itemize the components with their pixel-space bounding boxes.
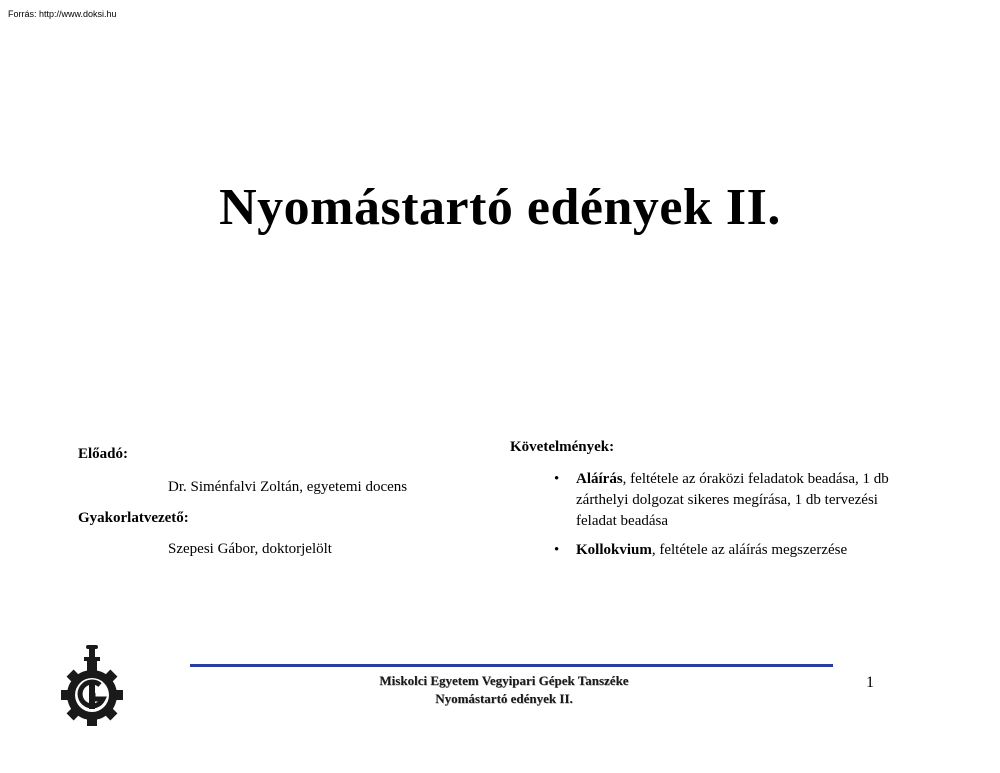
- bullet-icon: •: [554, 542, 560, 558]
- requirement-term: Kollokvium: [576, 542, 652, 558]
- lecturer-name: Dr. Siménfalvi Zoltán, egyetemi docens: [168, 479, 408, 495]
- requirement-item: [554, 469, 894, 532]
- footer-course: Nyomástartó edények II.: [435, 691, 573, 706]
- instructor-label: Gyakorlatvezető:: [78, 510, 189, 526]
- page-title: Nyomástartó edények II.: [219, 179, 781, 236]
- requirement-text: , feltétele az óraközi feladatok beadása, 1 db zárthelyi dolgozat sikeres megírása, 1 db tervezési feladat beadása: [576, 471, 889, 529]
- footer-institution: Miskolci Egyetem Vegyipari Gépek Tanszéke: [379, 673, 629, 688]
- requirement-item: [554, 540, 894, 561]
- requirement-term: Aláírás: [576, 471, 623, 487]
- page-number: 1: [866, 674, 874, 691]
- lecturer-label: Előadó:: [78, 446, 129, 462]
- source-note: Forrás: http://www.doksi.hu: [8, 9, 117, 19]
- requirements-list: [554, 469, 894, 569]
- footer-text: [190, 672, 818, 708]
- bullet-icon: •: [554, 471, 560, 487]
- footer-divider: [190, 664, 833, 667]
- gear-logo-icon: [56, 643, 128, 727]
- instructor-name: Szepesi Gábor, doktorjelölt: [168, 541, 332, 557]
- requirement-text: , feltétele az aláírás megszerzése: [651, 542, 848, 558]
- requirements-heading: Követelmények:: [510, 439, 615, 455]
